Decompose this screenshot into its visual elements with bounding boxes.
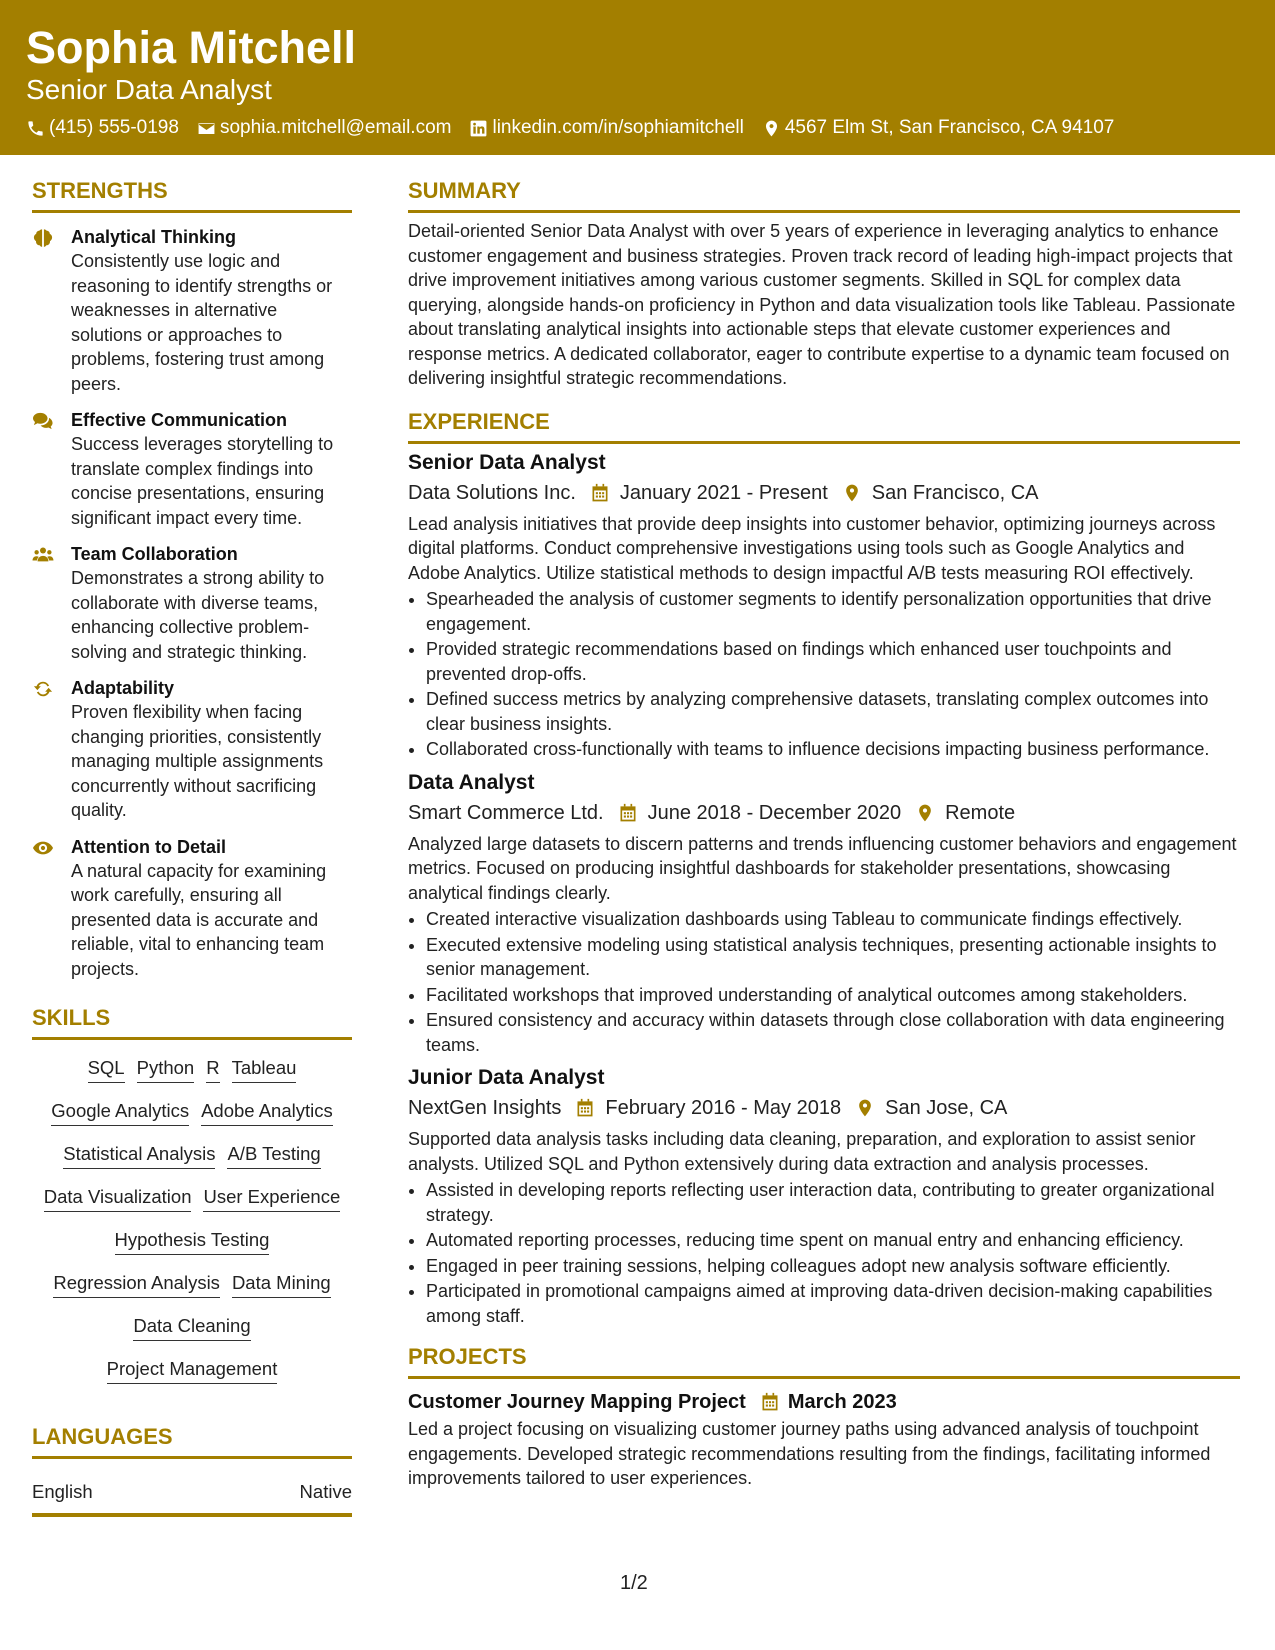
job-company: Data Solutions Inc. [408,481,576,504]
skill-tag: Data Cleaning [133,1314,250,1341]
skills-heading: SKILLS [32,1005,111,1030]
experience-heading: EXPERIENCE [408,408,550,434]
linkedin-icon [469,119,488,138]
strength-desc: A natural capacity for examining work carefully, ensuring all presented data is accurate and reliable, vital to enhancing team projects. [71,860,327,979]
resume-header [0,0,1275,155]
job-meta [408,1093,1240,1123]
strength-item [32,676,352,823]
map-pin-icon [855,1098,875,1118]
candidate-title: Senior Data Analyst [26,74,272,105]
skill-tag: Regression Analysis [53,1271,220,1298]
strength-title: Analytical Thinking [71,227,237,247]
strength-title: Team Collaboration [71,544,238,564]
list-item: • Ensured consistency and accuracy within datasets through close collaboration with data engineering teams. [426,1008,1240,1057]
strength-item [32,408,352,530]
comments-icon [32,411,54,431]
project-title: Customer Journey Mapping Project [408,1391,746,1413]
brain-icon [32,228,54,248]
job-title: Senior Data Analyst [408,450,606,474]
strength-desc: Proven flexibility when facing changing priorities, consistently managing multiple assignments concurrently without sacrificing quality. [71,702,324,820]
calendar-icon [618,803,638,823]
project-entry [408,1387,1240,1491]
skill-tag: Hypothesis Testing [115,1228,270,1255]
section-divider [408,1376,1240,1379]
section-divider [32,1456,352,1459]
section-divider [32,1037,352,1040]
page-number: 1/2 [620,1572,648,1594]
contact-bar [26,114,1132,142]
skill-tag: Data Visualization [44,1185,192,1212]
map-pin-icon [915,803,935,823]
strength-desc: Success leverages storytelling to translate complex findings into concise presentations, ensuring significant impact every time. [71,434,334,528]
section-divider [408,210,1240,213]
skill-tag: User Experience [203,1185,340,1212]
candidate-name: Sophia Mitchell [26,22,357,73]
skill-tag: Python [137,1056,195,1083]
users-icon [32,545,54,565]
job-entry [408,768,1240,1058]
job-title: Data Analyst [408,770,535,794]
linkedin-text: linkedin.com/in/sophiamitchell [492,117,744,138]
language-row [32,1479,352,1505]
envelope-icon [197,119,216,138]
address-text: 4567 Elm St, San Francisco, CA 94107 [784,117,1115,138]
list-item: • Spearheaded the analysis of customer segments to identify personalization opportunities that drive engagement. [426,587,1240,636]
job-dates: January 2021 - Present [619,481,828,504]
job-dates: June 2018 - December 2020 [647,801,902,824]
language-level: Native [299,1481,352,1502]
skill-tag: Project Management [107,1357,278,1384]
summary-heading: SUMMARY [408,178,521,203]
job-company: Smart Commerce Ltd. [408,801,604,824]
skill-tag: Data Mining [232,1271,331,1298]
strength-item [32,835,352,982]
contact-address [762,114,1115,142]
job-bullets [408,1178,1240,1328]
job-description: Supported data analysis tasks including data cleaning, preparation, and exploration to assist senior analysts. Utilized SQL and Python extensively during data extraction and analysis processes. [408,1129,1196,1174]
job-bullets [408,587,1240,762]
strength-title: Adaptability [71,678,175,698]
language-level-bar [32,1513,352,1517]
list-item: • Facilitated workshops that improved understanding of analytical outcomes among stakeholders. [426,983,1240,1008]
list-item: • Executed extensive modeling using statistical analysis techniques, presenting actionable insights to senior management. [426,933,1240,982]
strengths-list [32,225,352,981]
list-item: • Engaged in peer training sessions, helping colleagues adopt new analysis software efficiently. [426,1254,1240,1279]
skills-list [32,1056,352,1384]
calendar-icon [575,1098,595,1118]
strengths-heading: STRENGTHS [32,178,168,203]
job-entry [408,1063,1240,1328]
job-meta [408,478,1240,508]
project-description: Led a project focusing on visualizing customer journey paths using advanced analysis of touchpoint engagements. Developed strategic recommendations resulting from the findings, facilitating informed improvements tailored to user experiences. [408,1419,1211,1488]
skill-tag: R [206,1056,219,1083]
skill-tag: SQL [88,1056,125,1083]
job-title: Junior Data Analyst [408,1066,605,1089]
strength-item [32,225,352,396]
calendar-icon [760,1392,780,1412]
skill-tag: Google Analytics [51,1099,189,1126]
sync-icon [32,679,54,699]
list-item: • Provided strategic recommendations based on findings which enhanced user touchpoints and prevented drop-offs. [426,637,1240,686]
section-divider [32,210,352,213]
list-item: • Defined success metrics by analyzing comprehensive datasets, translating complex outcomes into clear business insights. [426,687,1240,736]
project-date: March 2023 [787,1391,897,1413]
project-header [408,1387,1240,1417]
map-pin-icon [762,119,781,138]
projects-heading: PROJECTS [408,1344,527,1369]
email-text: sophia.mitchell@email.com [219,117,452,138]
list-item: • Collaborated cross-functionally with teams to influence decisions impacting business performance. [426,737,1240,762]
strength-desc: Demonstrates a strong ability to collaborate with diverse teams, enhancing collective problem-solving and strategic thinking. [71,568,325,662]
language-name: English [32,1481,93,1502]
job-description: Analyzed large datasets to discern patterns and trends influencing customer behaviors and engagement metrics. Focused on producing insightful dashboards for stakeholder presentations, showcasing analytical findings clearly. [408,833,1237,903]
contact-linkedin[interactable] [469,114,743,142]
list-item: • Participated in promotional campaigns aimed at improving data-driven decision-making capabilities among staff. [426,1279,1240,1328]
strength-desc: Consistently use logic and reasoning to identify strengths or weaknesses in alternative solutions or approaches to problems, fostering trust among peers. [71,251,333,394]
phone-icon [26,119,45,138]
left-column [32,176,352,1517]
section-divider [408,441,1240,444]
map-pin-icon [842,483,862,503]
job-meta [408,798,1240,828]
strength-item [32,542,352,664]
calendar-icon [590,483,610,503]
job-entry [408,448,1240,762]
strength-title: Attention to Detail [71,836,226,857]
right-column [408,176,1240,1491]
eye-icon [32,838,54,858]
job-location: San Jose, CA [885,1097,1008,1119]
phone-text: (415) 555-0198 [49,117,179,138]
contact-email[interactable] [197,114,452,142]
strength-title: Effective Communication [71,410,288,430]
languages-heading: LANGUAGES [32,1424,173,1449]
skill-tag: A/B Testing [227,1142,320,1169]
job-description: Lead analysis initiatives that provide deep insights into customer behavior, optimizing journeys across digital platforms. Conduct comprehensive investigations using tools such as Google Analytics and Adobe Analytics. Utilize statistical methods to design impactful A/B tests measuring ROI effectively. [408,513,1216,583]
job-dates: February 2016 - May 2018 [605,1097,842,1119]
summary-text: Detail-oriented Senior Data Analyst with over 5 years of experience in leveraging analytics to enhance customer engagement and business strategies. Proven track record of leading high-impact projects that drive improvement initiatives among various customer segments. Skilled in SQL for complex data querying, alongside hands-on proficiency in Python and data visualization tools like Tableau. Passionate about translating analytical insights into actionable steps that elevate customer experiences and response metrics. A dedicated collaborator, eager to contribute expertise to a dynamic team focused on delivering insightful strategic recommendations. [408,221,1236,388]
list-item: • Automated reporting processes, reducing time spent on manual entry and enhancing efficiency. [426,1228,1240,1253]
list-item: • Created interactive visualization dashboards using Tableau to communicate findings effectively. [426,907,1240,932]
job-location: Remote [945,801,1016,824]
job-company: NextGen Insights [408,1097,562,1119]
skill-tag: Adobe Analytics [201,1099,333,1126]
skill-tag: Statistical Analysis [63,1142,215,1169]
skill-tag: Tableau [232,1056,297,1083]
list-item: • Assisted in developing reports reflecting user interaction data, contributing to greater organizational strategy. [426,1178,1240,1227]
job-location: San Francisco, CA [871,481,1039,504]
contact-phone [26,114,179,142]
job-bullets [408,907,1240,1057]
